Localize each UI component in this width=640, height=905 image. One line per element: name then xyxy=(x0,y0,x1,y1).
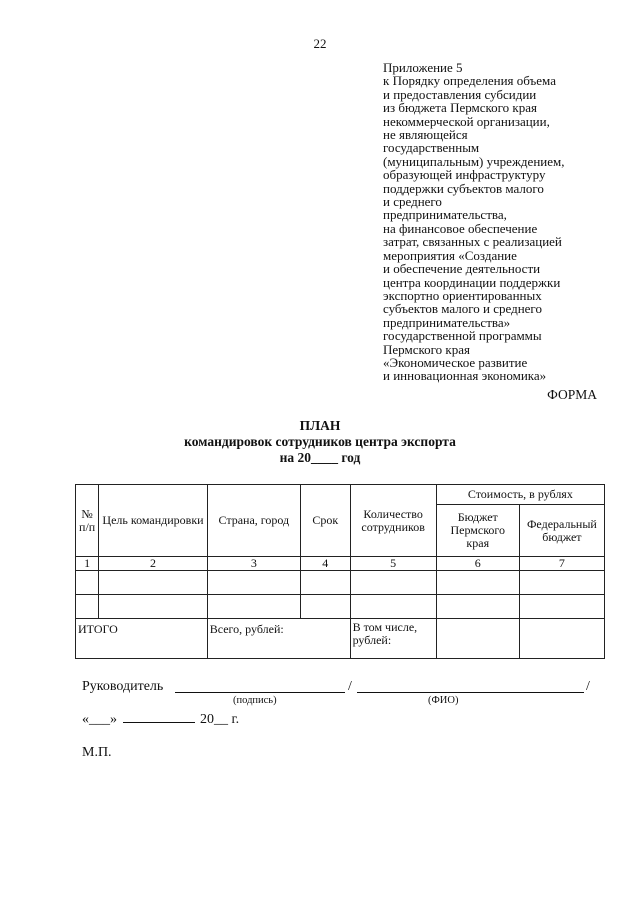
appendix-line: мероприятия «Создание xyxy=(383,247,517,263)
table-row xyxy=(76,595,605,619)
date-row xyxy=(82,711,239,728)
appendix-line: субъектов малого и среднего xyxy=(383,301,542,317)
appendix-line: государственным xyxy=(383,140,480,156)
appendix-line: и предоставления субсидии xyxy=(383,86,537,102)
head-label: Руководитель xyxy=(82,679,164,694)
table-row xyxy=(76,571,605,595)
total-including: В том числе, рублей: xyxy=(350,619,436,659)
header-budget-federal: Федеральный бюджет xyxy=(519,505,604,557)
title-line-3: на 20____ год xyxy=(279,450,361,465)
table-cell xyxy=(519,571,604,595)
date-year: 20__ г. xyxy=(200,712,240,727)
appendix-line: и инновационная экономика» xyxy=(383,368,547,384)
total-budget-perm xyxy=(436,619,519,659)
header-number: № п/п xyxy=(76,485,99,557)
table-cell xyxy=(519,595,604,619)
appendix-line: на финансовое обеспечение xyxy=(383,220,538,236)
title-line-1: ПЛАН xyxy=(299,418,341,433)
appendix-line: затрат, связанных с реализацией xyxy=(383,234,562,250)
appendix-line: образующей инфраструктуру xyxy=(383,167,546,183)
appendix-line: поддержки субъектов малого xyxy=(383,180,544,196)
appendix-line: государственной программы xyxy=(383,328,542,344)
appendix-line: и среднего xyxy=(383,194,442,210)
appendix-line: (муниципальным) учреждением, xyxy=(383,153,565,169)
appendix-line: не являющейся xyxy=(383,127,468,143)
total-label: ИТОГО xyxy=(76,619,208,659)
appendix-line: к Порядку определения объема xyxy=(383,73,556,89)
table-cell xyxy=(207,595,300,619)
total-budget-federal xyxy=(519,619,604,659)
table-cell xyxy=(350,595,436,619)
table-cell xyxy=(99,571,207,595)
column-number: 6 xyxy=(436,557,519,571)
slash-separator: / xyxy=(348,679,352,694)
column-number: 1 xyxy=(76,557,99,571)
signature-line xyxy=(175,692,345,693)
header-purpose: Цель командировки xyxy=(99,485,207,557)
table-cell xyxy=(300,571,350,595)
appendix-line: из бюджета Пермского края xyxy=(383,100,538,116)
table-cell xyxy=(207,571,300,595)
appendix-line: и обеспечение деятельности xyxy=(383,261,541,277)
table-cell xyxy=(436,595,519,619)
column-number: 7 xyxy=(519,557,604,571)
date-month-line xyxy=(123,711,195,723)
page-number: 22 xyxy=(313,36,327,51)
table-cell xyxy=(99,595,207,619)
appendix-line: предпринимательства, xyxy=(383,207,507,223)
form-label: ФОРМА xyxy=(547,387,597,402)
column-numbers-row xyxy=(76,557,605,571)
header-budget-perm: Бюджет Пермского края xyxy=(436,505,519,557)
signature-caption: (подпись) xyxy=(233,695,277,706)
title-line-2: командировок сотрудников центра экспорта xyxy=(184,434,456,449)
appendix-line: Приложение 5 xyxy=(383,60,463,75)
trip-plan-table xyxy=(75,484,605,659)
appendix-reference xyxy=(383,61,623,383)
appendix-line: центра координации поддержки xyxy=(383,274,561,290)
appendix-line: «Экономическое развитие xyxy=(383,354,528,370)
stamp-place: М.П. xyxy=(82,745,112,760)
column-number: 5 xyxy=(350,557,436,571)
table-cell xyxy=(76,595,99,619)
date-day: «___» xyxy=(82,712,117,727)
header-cost: Стоимость, в рублях xyxy=(436,485,604,505)
slash-separator: / xyxy=(586,679,590,694)
column-number: 3 xyxy=(207,557,300,571)
appendix-line: экспортно ориентированных xyxy=(383,287,542,303)
total-all: Всего, рублей: xyxy=(207,619,350,659)
total-row xyxy=(76,619,605,659)
document-title xyxy=(0,418,640,466)
fio-line xyxy=(357,692,584,693)
table-cell xyxy=(350,571,436,595)
appendix-line: предпринимательства» xyxy=(383,314,511,330)
header-employees: Количество сотрудников xyxy=(350,485,436,557)
header-country-city: Страна, город xyxy=(207,485,300,557)
table-cell xyxy=(300,595,350,619)
appendix-line: Пермского края xyxy=(383,341,470,357)
column-number: 4 xyxy=(300,557,350,571)
table-cell xyxy=(76,571,99,595)
appendix-line: некоммерческой организации, xyxy=(383,113,550,129)
header-term: Срок xyxy=(300,485,350,557)
table-cell xyxy=(436,571,519,595)
fio-caption: (ФИО) xyxy=(428,695,459,706)
column-number: 2 xyxy=(99,557,207,571)
